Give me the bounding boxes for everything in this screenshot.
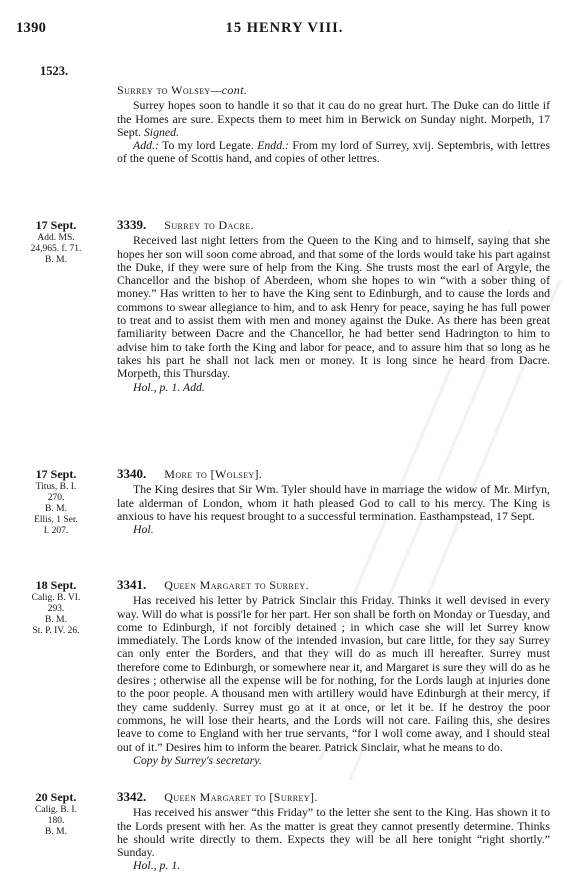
entry-body [117,218,550,394]
add-text: To my lord Legate. [162,138,254,153]
entry-body [117,84,550,166]
page-header [16,20,553,42]
margin-notes [16,218,96,266]
margin-ref: 24,965. f. 71. [30,244,82,254]
page-number: 1390 [16,20,47,36]
address-note [117,139,550,166]
entry-text: Has received his letter by Patrick Sinclair this Friday. Thinks it well devised in every way. Will do what is possi'le for her part. Her son shall be forth on Monday or Tuesday, and come to Edinburgh, if not forcibly detained ; in which case she will let Surrey know immediately. The Lords know of the intended invasion, but care little, for they say Surrey can only enter the Borders, and that they will do as much ill hereafter. Surrey must therefore come to Edinburgh, or somewhere near it, and Margaret is sure they will do as he desires ; otherwise all the expense will be for nothing, for the Lords laugh at injuries done to the poor people. A thousand men with artillery would have Edinburgh at their mercy, if they came suddenly. Surrey must go at it at once, or let it be. If he destroy the poor commons, he will lose their hearts, and the Lords will not care. Failing this, she desires leave to come to England with her true servants, “for I woll come away, and I should steal out of it.” Desires him to inform the bearer. Patrick Sinclair, what he means to do. [117,593,550,754]
margin-ref: St. P. IV. 26. [32,626,80,636]
entry-number: 3341. [117,577,147,592]
entry-date: 18 Sept. [35,578,77,592]
margin-ref: B. M. [45,615,67,625]
entry-number: 3342. [117,789,147,804]
entry-heading: Queen Margaret to Surrey. [164,578,309,592]
entry-body [117,578,550,767]
margin-ref: I. 207. [43,526,69,536]
margin-notes [16,467,96,537]
margin-ref: 180. [47,816,65,826]
margin-ref: Calig. B. VI. [31,593,81,603]
entry-heading: Queen Margaret to [Surrey]. [164,790,318,804]
entry-date: 20 Sept. [35,790,77,804]
margin-notes [16,790,96,838]
margin-ref: Titus, B. I. [35,482,77,492]
margin-ref: 293. [47,604,65,614]
entry-body [117,790,550,873]
margin-ref: 270. [47,493,65,503]
entry-number: 3339. [117,217,147,232]
entry-heading: More to [Wolsey]. [164,467,263,481]
margin-ref: Add. MS. [37,233,75,243]
entry-text: Received last night letters from the Queen to the King and to himself, saying that she hopes her son will soon come abroad, and that some of the lords would take his part against the Duke, if they were sure of help from the King. She trusts most the earl of Argyle, the Chancellor and the bishop of Aberdeen, whom she hopes to win “with a sober thing of money.” Has written to her to have the King sent to Edinburgh, and to cause the lords and commons to swear allegiance to him, and to ask Henry for peace, saying he has full power to treat and to assist them with men and money against the Duke. As there has been great familiarity between Dacre and the Chancellor, he had better send Hadrington to him to advise him to take forth the King and labor for peace, and to assure him that so long as he takes his part he shall not lack men or money. It is long since he heard from Dacre. Morpeth, this Thursday. [117,233,550,381]
entry-heading: Surrey to Dacre. [164,218,254,232]
entry-date: 17 Sept. [35,467,77,481]
source-note: Copy by Surrey's secretary. [133,752,262,767]
year-marker: 1523. [40,64,69,78]
entry-title [117,578,550,592]
source-note: Hol. [133,522,154,537]
endd-text: From my lord of Surrey, xvij. Septembris, with lettres of the quene of Scottis hand, and copies of other lettres. [117,138,550,166]
margin-ref: B. M. [45,255,67,265]
source-note: Hol., p. 1. [133,858,181,873]
entry-date: 17 Sept. [35,218,77,232]
entry-title [117,790,550,804]
signed-note: Signed. [143,124,179,139]
entry-title [117,218,550,232]
margin-ref: Calig. B. I. [35,805,77,815]
entry-number: 3340. [117,466,147,481]
endd-label: Endd.: [257,138,289,153]
running-title: 15 HENRY VIII. [225,20,344,36]
entry-title [117,84,550,97]
entry-text [117,99,550,139]
entry-text: Has received his answer “this Friday” to the letter she sent to the King. Has shown it to the Lords present with her. As the matter is great they cannot presently determine. Thinks he should write directly to them. Expects they will be all here tonight “right shortly.” Sunday. [117,805,550,860]
entry-title [117,467,550,481]
margin-notes [16,578,96,637]
entry-heading-suffix: —cont. [210,83,248,97]
margin-ref: B. M. [45,504,67,514]
source-note: Hol., p. 1. Add. [133,379,205,394]
add-label: Add.: [133,138,159,153]
entry-heading: Surrey to Wolsey [117,83,211,97]
entry-text: The King desires that Sir Wm. Tyler should have in marriage the widow of Mr. Mirfyn, late alderman of London, whom it hath pleased God to call to his mercy. The King is anxious to have his request brought to a successful termination. Easthampstead, 17 Sept. [117,482,550,523]
entry-body [117,467,550,536]
entry-text-content: Surrey hopes soon to handle it so that it cau do no great hurt. The Duke can do little if the Homes are sure. Expects them to meet him in Berwick on Sunday night. Morpeth, 17 Sept. [117,98,550,139]
margin-ref: Ellis, 1 Ser. [34,515,78,525]
margin-ref: B. M. [45,827,67,837]
